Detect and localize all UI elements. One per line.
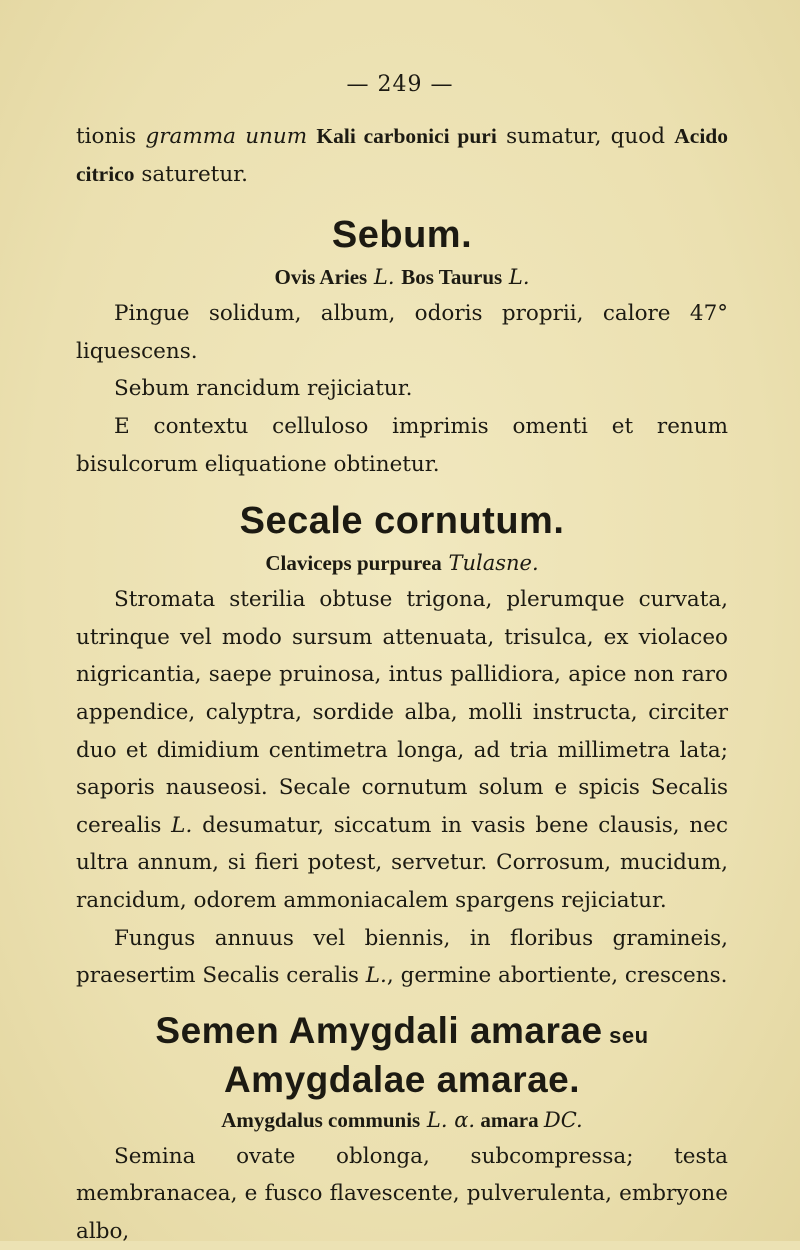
semen-title-alt: Amygdalae amarae. — [223, 1058, 581, 1100]
semen-title-main: Semen Amygdali amarae — [155, 1009, 603, 1051]
page-number: — 249 — — [346, 72, 454, 97]
secale-paragraph-2 — [76, 920, 728, 995]
sebum-paragraph-1: Pingue solidum, album, odoris proprii, calore 47° liquescens. — [76, 301, 728, 364]
secale-p2-text-1: Fungus annuus vel biennis, in floribus gramineis, praesertim Secalis ceralis — [76, 925, 728, 989]
semen-source-variety: α. — [454, 1107, 476, 1132]
secale-p2-text-2: , germine abortiente, crescens. — [386, 963, 728, 989]
secale-p1-author: L. — [171, 812, 193, 838]
sebum-source — [76, 259, 728, 295]
sebum-source-author-2: L. — [502, 265, 530, 290]
intro-text-1: tionis — [76, 124, 146, 149]
intro-quantity: gramma unum — [145, 124, 308, 149]
intro-space — [307, 124, 316, 149]
sebum-source-ovis: Ovis Aries — [274, 265, 368, 290]
sebum-paragraph-3: E contextu celluloso imprimis omenti et renum bisulcorum eliquatione obtinetur. — [76, 413, 728, 477]
semen-source-amara: amara — [475, 1107, 544, 1132]
semen-source — [76, 1102, 728, 1138]
secale-title: Secale cornutum. — [239, 500, 565, 543]
secale-paragraph-1 — [76, 581, 728, 919]
secale-p1-text-1: Stromata sterilia obtuse trigona, plerumque curvata, utrinque vel modo sursum attenuata, trisulca, ex violaceo nigricantia, saepe pruinosa, intus pallidiora, apice non raro appendice, calyptra, sordide alba, molli instructa, circiter duo et dimidium centimetra longa, ad tria millimetra lata; saporis nauseosi. Secale cornutum solum e spicis Secalis cerealis — [76, 587, 728, 838]
sebum-source-author-1: L. — [367, 265, 402, 290]
secale-source — [76, 545, 728, 581]
semen-source-dc: DC. — [543, 1107, 583, 1132]
page-body — [76, 118, 728, 1250]
intro-substance: Kali carbonici puri — [316, 124, 497, 148]
secale-source-author: Tulasne. — [441, 551, 539, 576]
secale-p2-author: L. — [365, 963, 387, 989]
semen-title — [76, 1009, 728, 1102]
sebum-title: Sebum. — [331, 214, 473, 257]
sebum-paragraph-2: Sebum rancidum rejiciatur. — [114, 376, 413, 402]
semen-title-seu: seu — [602, 1022, 649, 1048]
secale-source-species: Claviceps purpurea — [265, 551, 442, 576]
semen-source-author: L. — [420, 1107, 455, 1132]
sebum-source-bos: Bos Taurus — [401, 265, 503, 290]
intro-text-3: saturetur. — [134, 161, 248, 187]
secale-p1-text-2: desumatur, siccatum in vasis bene clausis, nec ultra annum, si fieri potest, servetur. Corrosum, mucidum, rancidum, odorem ammoniacalem spargens rejiciatur. — [76, 812, 728, 913]
intro-text-2: sumatur, quod — [496, 124, 675, 149]
semen-paragraph-1: Semina ovate oblonga, subcompressa; testa membranacea, e fusco flavescente, pulverulenta, embryone albo, — [76, 1143, 728, 1244]
intro-paragraph — [76, 118, 728, 193]
semen-source-species: Amygdalus communis — [221, 1107, 421, 1132]
intro-acid: Acido citrico — [76, 124, 728, 186]
